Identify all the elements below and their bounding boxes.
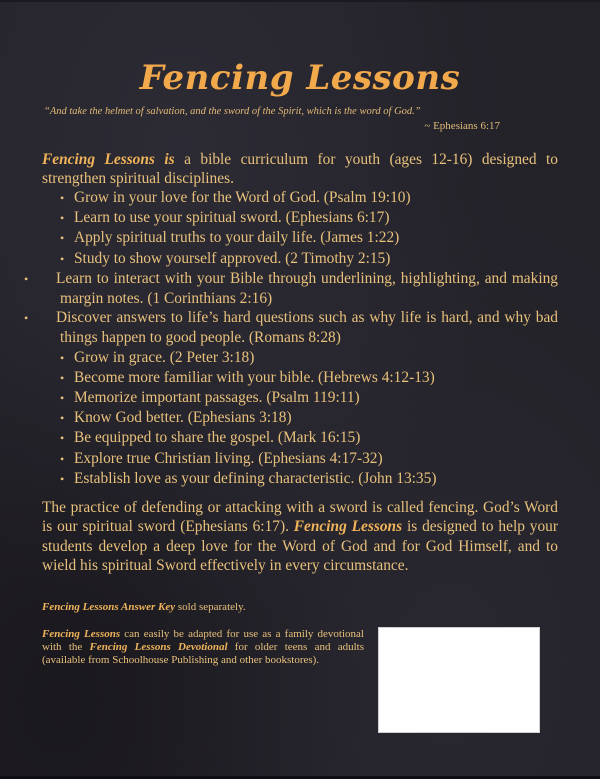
intro-emphasis: Fencing Lessons is xyxy=(42,151,175,168)
fencing-paragraph xyxy=(42,498,558,576)
bullet-icon: • xyxy=(60,350,65,365)
list-item xyxy=(60,188,558,208)
bullet-icon: • xyxy=(60,391,65,406)
bullet-icon: • xyxy=(24,311,29,326)
list-item-text: Know God better. (Ephesians 3:18) xyxy=(74,409,292,427)
bullet-icon: • xyxy=(60,451,65,466)
devotional-note xyxy=(42,628,364,668)
list-item-text: Memorize important passages. (Psalm 119:11) xyxy=(74,389,360,407)
bullet-icon: • xyxy=(60,431,65,446)
intro-text: a bible curriculum for youth (ages 12-16) designed to strengthen spiritual disciplines. xyxy=(42,151,558,187)
devotional-text-2: for older teens and adults (available from Schoolhouse Publishing and other bookstores). xyxy=(42,641,365,667)
book-title: Fencing Lessons xyxy=(139,58,461,98)
bullet-icon: • xyxy=(60,471,65,486)
bullet-icon: • xyxy=(60,251,65,266)
list-item-text: Be equipped to share the gospel. (Mark 16:15) xyxy=(74,429,361,447)
barcode-placeholder-box xyxy=(378,627,540,733)
list-item-text: Study to show yourself approved. (2 Timothy 2:15) xyxy=(74,249,391,267)
list-item xyxy=(24,308,558,347)
list-item-text: Explore true Christian living. (Ephesians 4:17-32) xyxy=(74,449,383,467)
devotional-emphasis-2: Fencing Lessons Devotional xyxy=(89,641,228,654)
bullet-icon: • xyxy=(60,211,65,226)
bullet-icon: • xyxy=(60,231,65,246)
list-item xyxy=(60,428,558,448)
fencing-paragraph-part1: The practice of defending or attacking with a sword is called fencing. God’s Word is our spiritual sword (Ephesians 6:17). xyxy=(42,499,558,536)
benefits-list xyxy=(24,188,558,489)
list-item xyxy=(60,388,558,408)
list-item xyxy=(60,249,558,269)
answer-key-emphasis: Fencing Lessons Answer Key xyxy=(42,601,176,613)
list-item-text: Apply spiritual truths to your daily life. (James 1:22) xyxy=(74,229,400,247)
top-edge xyxy=(0,0,600,2)
devotional-emphasis-1: Fencing Lessons xyxy=(42,628,121,640)
list-item xyxy=(60,228,558,248)
fencing-paragraph-part2: is designed to help your students develop a deep love for the Word of God and for God Himself, and to wield his spiritual Sword effectively in every circumstance. xyxy=(42,518,558,575)
list-item-text: Grow in your love for the Word of God. (Psalm 19:10) xyxy=(74,189,411,206)
list-item-text: Learn to interact with your Bible through underlining, highlighting, and making margin notes. (1 Corinthians 2:16) xyxy=(56,269,558,308)
list-item xyxy=(60,469,558,489)
epigraph-reference: ~ Ephesians 6:17 xyxy=(424,120,500,132)
list-item-text: Discover answers to life’s hard questions such as why life is hard, and why bad things happen to good people. (Romans 8:28) xyxy=(56,309,558,347)
answer-key-text: sold separately. xyxy=(175,601,246,613)
list-item xyxy=(60,348,558,368)
list-item-text: Learn to use your spiritual sword. (Ephesians 6:17) xyxy=(74,209,390,227)
list-item-text: Establish love as your defining characteristic. (John 13:35) xyxy=(74,469,437,487)
list-item xyxy=(60,208,558,228)
list-item xyxy=(60,449,558,469)
list-item-text: Become more familiar with your bible. (Hebrews 4:12-13) xyxy=(74,368,435,386)
answer-key-note xyxy=(42,601,246,613)
list-item xyxy=(60,408,558,428)
list-item xyxy=(60,368,558,388)
devotional-text-1: can easily be adapted for use as a family devotional with the xyxy=(42,628,364,654)
bullet-icon: • xyxy=(60,191,65,205)
bullet-icon: • xyxy=(60,411,65,426)
intro-paragraph xyxy=(42,150,558,188)
list-item-text: Grow in grace. (2 Peter 3:18) xyxy=(74,348,255,366)
epigraph-quote: “And take the helmet of salvation, and the sword of the Spirit, which is the word of God.” xyxy=(44,106,421,117)
list-item xyxy=(24,269,558,308)
bullet-icon: • xyxy=(60,370,65,385)
bullet-icon: • xyxy=(24,271,29,286)
fencing-paragraph-emphasis: Fencing Lessons xyxy=(293,518,403,536)
